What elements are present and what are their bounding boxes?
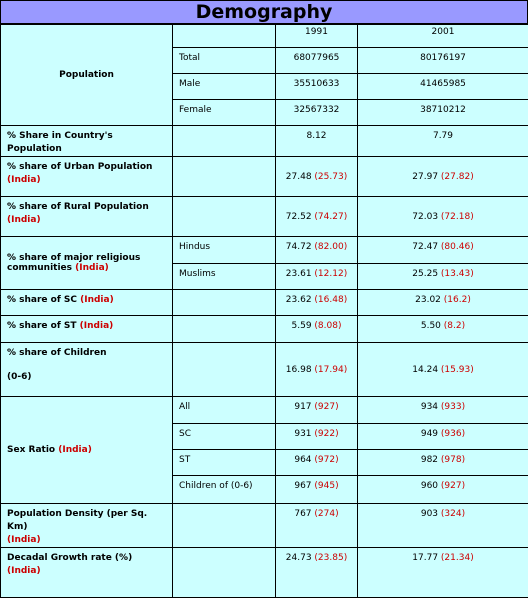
row-label-text: Population Density (per Sq. Km) bbox=[7, 509, 147, 532]
state-value: 17.77 bbox=[412, 553, 438, 563]
row-label bbox=[1, 548, 173, 598]
value-2001 bbox=[358, 343, 528, 397]
value-2001 bbox=[358, 290, 528, 316]
row-sublabel: Muslims bbox=[173, 264, 276, 290]
value-1991 bbox=[276, 476, 358, 504]
value-1991 bbox=[276, 316, 358, 343]
state-value: 960 bbox=[421, 481, 438, 491]
state-value: 967 bbox=[294, 481, 311, 491]
state-value: 16.98 bbox=[286, 365, 312, 375]
row-label-text: % share of SC bbox=[7, 295, 77, 305]
value-1991 bbox=[276, 157, 358, 197]
empty-cell bbox=[173, 157, 276, 197]
state-value: 23.61 bbox=[286, 269, 312, 279]
value-2001: 38710212 bbox=[358, 100, 528, 126]
india-value: (978) bbox=[441, 455, 465, 465]
india-value: (72.18) bbox=[441, 212, 474, 222]
value-1991 bbox=[276, 397, 358, 424]
state-value: 931 bbox=[294, 429, 311, 439]
india-value: (17.94) bbox=[314, 365, 347, 375]
value-2001: 7.79 bbox=[358, 126, 528, 157]
value-1991 bbox=[276, 548, 358, 598]
table-row bbox=[1, 397, 528, 424]
state-value: 72.47 bbox=[412, 242, 438, 252]
population-label: Population bbox=[59, 70, 114, 80]
india-value: (13.43) bbox=[441, 269, 474, 279]
table-row bbox=[1, 548, 528, 598]
india-value: (922) bbox=[314, 429, 338, 439]
empty-cell bbox=[173, 343, 276, 397]
page-title: Demography bbox=[0, 0, 528, 24]
india-value: (25.73) bbox=[314, 172, 347, 182]
row-label bbox=[1, 290, 173, 316]
value-1991 bbox=[276, 504, 358, 548]
row-label bbox=[1, 397, 173, 504]
header-empty-cell bbox=[1, 25, 173, 126]
value-2001: 41465985 bbox=[358, 74, 528, 100]
row-label bbox=[1, 197, 173, 237]
india-value: (16.2) bbox=[444, 295, 471, 305]
empty-cell bbox=[173, 504, 276, 548]
india-value: (945) bbox=[314, 481, 338, 491]
value-2001 bbox=[358, 450, 528, 476]
india-value: (16.48) bbox=[314, 295, 347, 305]
india-value: (972) bbox=[314, 455, 338, 465]
state-value: 5.50 bbox=[421, 321, 441, 331]
state-value: 903 bbox=[421, 509, 438, 519]
state-value: 23.02 bbox=[415, 295, 441, 305]
state-value: 964 bbox=[294, 455, 311, 465]
table-row bbox=[1, 197, 528, 237]
empty-cell bbox=[173, 316, 276, 343]
state-value: 982 bbox=[421, 455, 438, 465]
india-value: (933) bbox=[441, 402, 465, 412]
value-2001 bbox=[358, 264, 528, 290]
value-1991: 32567332 bbox=[276, 100, 358, 126]
empty-cell bbox=[173, 548, 276, 598]
value-2001 bbox=[358, 316, 528, 343]
value-2001 bbox=[358, 157, 528, 197]
india-value: (274) bbox=[314, 509, 338, 519]
value-2001 bbox=[358, 476, 528, 504]
india-tag: (India) bbox=[80, 295, 114, 305]
value-2001 bbox=[358, 397, 528, 424]
row-label: % Share in Country's Population bbox=[1, 126, 173, 157]
value-1991 bbox=[276, 343, 358, 397]
india-tag: (India) bbox=[7, 566, 41, 576]
row-sublabel: Total bbox=[173, 48, 276, 74]
column-header-1991: 1991 bbox=[276, 25, 358, 48]
row-label bbox=[1, 237, 173, 290]
row-sublabel: Children of (0-6) bbox=[173, 476, 276, 504]
india-value: (8.2) bbox=[444, 321, 465, 331]
row-label-text: % share of Urban Population bbox=[7, 162, 152, 172]
table-row bbox=[1, 290, 528, 316]
india-value: (927) bbox=[441, 481, 465, 491]
state-value: 767 bbox=[294, 509, 311, 519]
value-1991: 8.12 bbox=[276, 126, 358, 157]
table-row bbox=[1, 504, 528, 548]
value-1991: 68077965 bbox=[276, 48, 358, 74]
row-label-text: % share of ST bbox=[7, 321, 77, 331]
value-2001 bbox=[358, 197, 528, 237]
row-sublabel: Female bbox=[173, 100, 276, 126]
state-value: 917 bbox=[294, 402, 311, 412]
empty-cell bbox=[173, 290, 276, 316]
value-2001: 80176197 bbox=[358, 48, 528, 74]
row-sublabel: ST bbox=[173, 450, 276, 476]
value-1991 bbox=[276, 237, 358, 264]
value-2001 bbox=[358, 237, 528, 264]
value-1991 bbox=[276, 290, 358, 316]
row-sublabel: Male bbox=[173, 74, 276, 100]
row-label-text: % share of Children bbox=[7, 348, 106, 358]
state-value: 5.59 bbox=[292, 321, 312, 331]
table-row bbox=[1, 237, 528, 264]
table-row bbox=[1, 126, 528, 157]
state-value: 72.52 bbox=[286, 212, 312, 222]
india-tag: (India) bbox=[7, 175, 41, 185]
state-value: 27.48 bbox=[286, 172, 312, 182]
state-value: 949 bbox=[421, 429, 438, 439]
table-row bbox=[1, 343, 528, 397]
india-value: (15.93) bbox=[441, 365, 474, 375]
value-2001 bbox=[358, 504, 528, 548]
india-value: (936) bbox=[441, 429, 465, 439]
table-row bbox=[1, 157, 528, 197]
table-header-row bbox=[1, 25, 528, 48]
header-empty-cell bbox=[173, 25, 276, 48]
value-1991 bbox=[276, 264, 358, 290]
india-value: (324) bbox=[441, 509, 465, 519]
value-2001 bbox=[358, 548, 528, 598]
empty-cell bbox=[173, 197, 276, 237]
india-value: (21.34) bbox=[441, 553, 474, 563]
row-sublabel: All bbox=[173, 397, 276, 424]
india-value: (82.00) bbox=[314, 242, 347, 252]
state-value: 23.62 bbox=[286, 295, 312, 305]
row-sublabel: SC bbox=[173, 424, 276, 450]
demography-table bbox=[0, 24, 528, 598]
row-label-subtext: (0-6) bbox=[7, 372, 32, 382]
india-value: (8.08) bbox=[314, 321, 341, 331]
state-value: 14.24 bbox=[412, 365, 438, 375]
state-value: 25.25 bbox=[412, 269, 438, 279]
state-value: 27.97 bbox=[412, 172, 438, 182]
india-value: (74.27) bbox=[314, 212, 347, 222]
state-value: 72.03 bbox=[412, 212, 438, 222]
row-label bbox=[1, 343, 173, 397]
row-label bbox=[1, 157, 173, 197]
india-value: (23.85) bbox=[314, 553, 347, 563]
state-value: 24.73 bbox=[286, 553, 312, 563]
india-tag: (India) bbox=[58, 445, 92, 455]
state-value: 74.72 bbox=[286, 242, 312, 252]
row-label-text: Sex Ratio bbox=[7, 445, 55, 455]
value-2001 bbox=[358, 424, 528, 450]
table-row bbox=[1, 316, 528, 343]
value-1991 bbox=[276, 197, 358, 237]
india-value: (927) bbox=[314, 402, 338, 412]
india-value: (12.12) bbox=[314, 269, 347, 279]
india-tag: (India) bbox=[80, 321, 114, 331]
row-label bbox=[1, 504, 173, 548]
india-tag: (India) bbox=[7, 215, 41, 225]
row-label bbox=[1, 316, 173, 343]
row-sublabel: Hindus bbox=[173, 237, 276, 264]
value-1991: 35510633 bbox=[276, 74, 358, 100]
value-1991 bbox=[276, 450, 358, 476]
row-label-text: % share of major religious communities bbox=[7, 253, 140, 273]
india-value: (80.46) bbox=[441, 242, 474, 252]
india-tag: (India) bbox=[7, 535, 41, 545]
column-header-2001: 2001 bbox=[358, 25, 528, 48]
row-label-text: % share of Rural Population bbox=[7, 202, 149, 212]
india-tag: (India) bbox=[75, 263, 109, 273]
india-value: (27.82) bbox=[441, 172, 474, 182]
state-value: 934 bbox=[421, 402, 438, 412]
value-1991 bbox=[276, 424, 358, 450]
empty-cell bbox=[173, 126, 276, 157]
row-label-text: Decadal Growth rate (%) bbox=[7, 553, 132, 563]
